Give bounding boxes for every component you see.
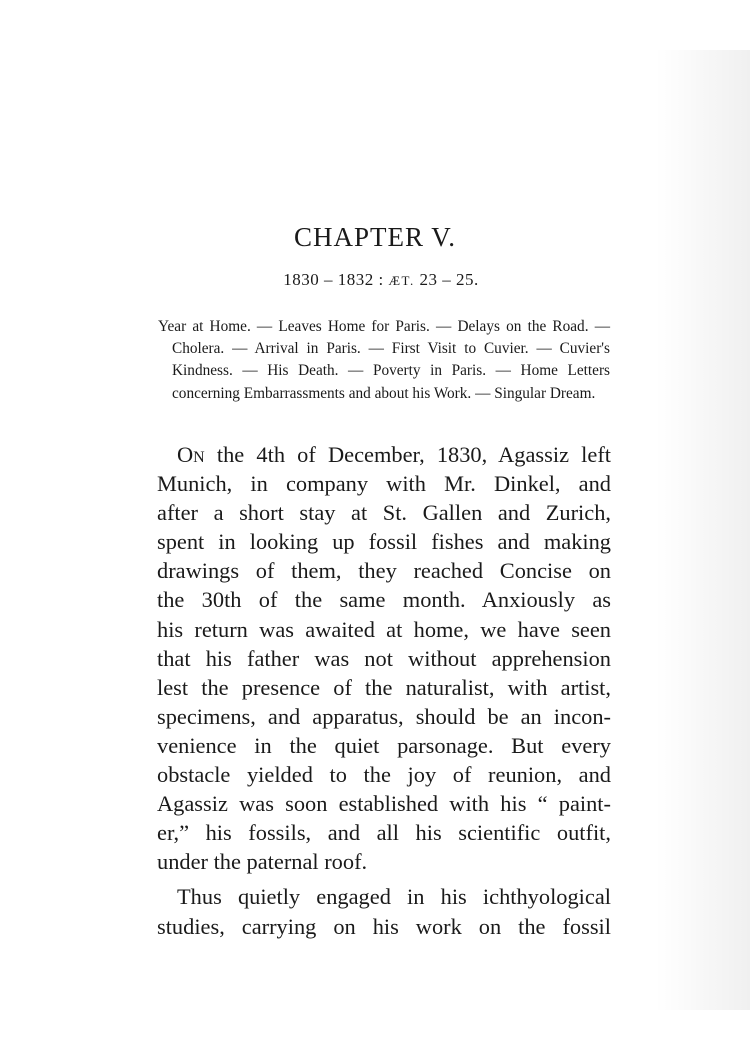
chapter-title: CHAPTER V. xyxy=(293,222,457,252)
body-line: his return was awaited at home, we have seen xyxy=(157,616,611,642)
body-line: Agassiz was soon established with his “ paint- xyxy=(157,791,611,817)
chapter-summary: Year at Home. — Leaves Home for Paris. — Delays on the Road. — Cholera. — Arrival in Paris. — First Visit to Cuvier. — Cuvier's Kindness. — His Death. — Poverty in Paris. — Home Letters concerning Embarrassments and about his Work. — Singular Dream. xyxy=(158,318,610,402)
body-line: the 30th of the same month. Anxiously as xyxy=(157,587,611,613)
body-line: venience in the quiet parsonage. But every xyxy=(157,732,611,758)
opening-word: On xyxy=(177,442,205,467)
paragraph-2 xyxy=(157,882,611,940)
body-line: obstacle yielded to the joy of reunion, and xyxy=(157,762,611,788)
body-line: Thus quietly engaged in his ichthyological xyxy=(177,884,611,910)
body-line: drawings of them, they reached Concise on xyxy=(157,558,611,584)
body-line: that his father was not without apprehension xyxy=(157,645,611,671)
body-text xyxy=(157,440,611,941)
body-line: after a short stay at St. Gallen and Zurich, xyxy=(157,500,611,526)
dates-aet: ÆT. xyxy=(388,273,415,288)
body-line: studies, carrying on his work on the fossil xyxy=(157,913,611,939)
chapter-dates xyxy=(0,270,750,290)
paragraph-1 xyxy=(157,440,611,876)
dates-age: 23 – 25. xyxy=(419,270,479,289)
body-line: lest the presence of the naturalist, with artist, xyxy=(157,674,611,700)
body-line: specimens, and apparatus, should be an incon- xyxy=(157,703,611,729)
body-line: spent in looking up fossil fishes and making xyxy=(157,529,611,555)
facing-page-show-through xyxy=(655,50,750,1010)
body-line: er,” his fossils, and all his scientific outfit, xyxy=(157,820,611,846)
body-line: under the paternal roof. xyxy=(157,849,368,875)
body-line: On the 4th of December, 1830, Agassiz left xyxy=(177,442,611,467)
dates-range: 1830 – 1832 : xyxy=(283,270,384,289)
body-line: Munich, in company with Mr. Dinkel, and xyxy=(157,471,611,497)
